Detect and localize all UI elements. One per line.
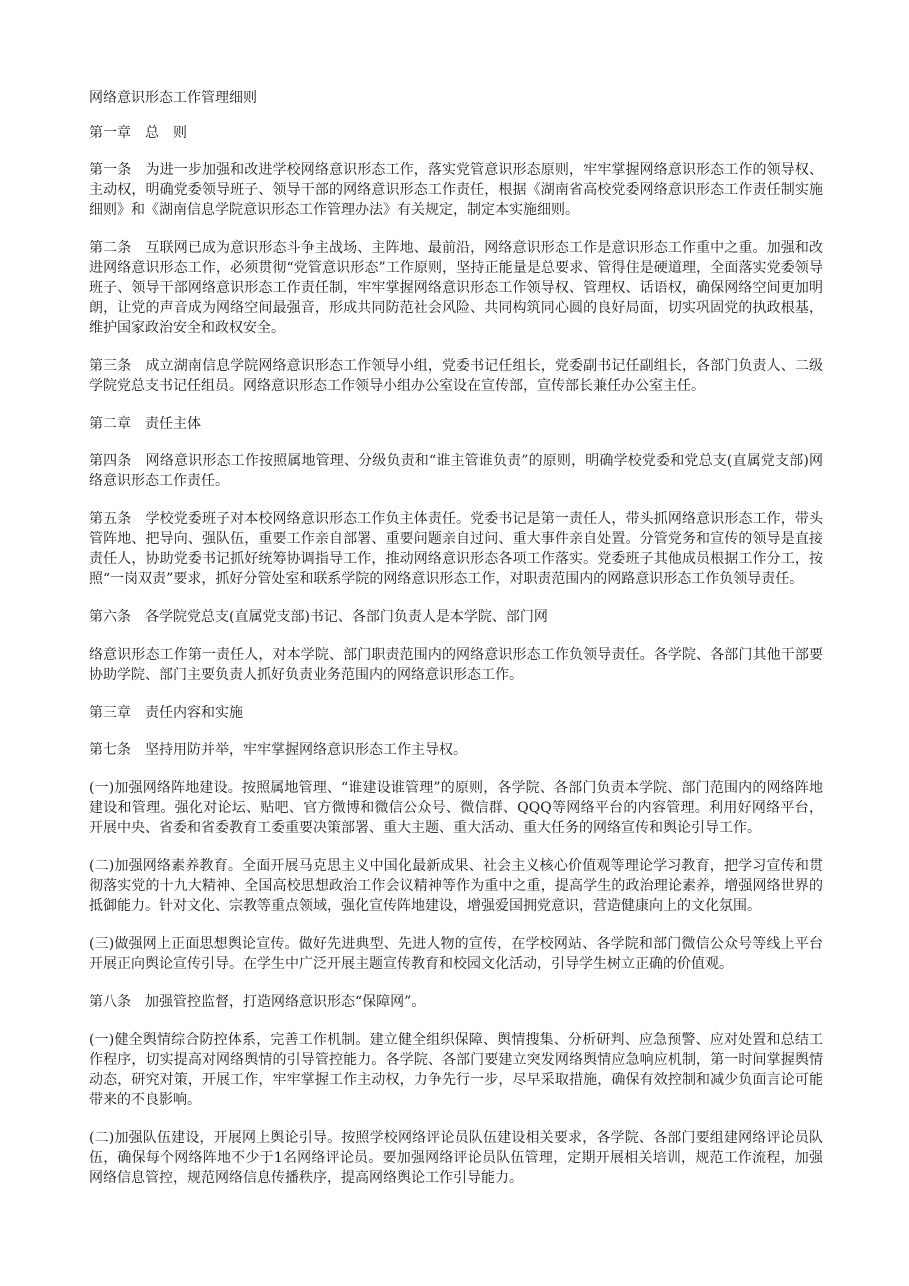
article-4: 第四条 网络意识形态工作按照属地管理、分级负责和“谁主管谁负责”的原则，明确学校党委和党总支(直属党支部)网络意识形态工作责任。: [89, 453, 823, 489]
article-8-item-1: (一)健全舆情综合防控体系，完善工作机制。建立健全组织保障、舆情搜集、分析研判、应急预警、应对处置和总结工作程序，切实提高对网络舆情的引导管控能力。各学院、各部门要建立突发网络舆情应急响应机制，第一时间掌握舆情动态，研究对策，开展工作，牢牢掌握工作主动权，力争先行一步，尽早采取措施，确保有效控制和减少负面言论可能带来的不良影响。: [89, 1032, 823, 1108]
article-5: 第五条 学校党委班子对本校网络意识形态工作负主体责任。党委书记是第一责任人，带头抓网络意识形态工作，带头管阵地、把导向、强队伍，重要工作亲自部署、重要问题亲自过问、重大事件亲自处置。分管党务和宣传的领导是直接责任人，协助党委书记抓好统筹协调指导工作，推动网络意识形态各项工作落实。党委班子其他成员根据工作分工，按照“一岗双责”要求，抓好分管处室和联系学院的网络意识形态工作，对职责范围内的网路意识形态工作负领导责任。: [89, 511, 823, 587]
article-8: 第八条 加强管控监督，打造网络意识形态“保障网”。: [89, 994, 426, 1010]
chapter-1-heading: 第一章 总 则: [89, 125, 187, 141]
article-2: 第二条 互联网已成为意识形态斗争主战场、主阵地、最前沿，网络意识形态工作是意识形态工作重中之重。加强和改进网络意识形态工作，必须贯彻“党管意识形态”工作原则，坚持正能量是总要求、管得住是硬道理，全面落实党委领导班子、领导干部网络意识形态工作责任制，牢牢掌握网络意识形态工作领导权、管理权、话语权，确保网络空间更加明朗，让党的声音成为网络空间最强音，形成共同防范社会风险、共同构筑同心圆的良好局面，切实巩固党的执政根基，维护国家政治安全和政权安全。: [89, 240, 823, 336]
chapter-3-heading: 第三章 责任内容和实施: [89, 705, 243, 721]
chapter-2-heading: 第二章 责任主体: [89, 416, 201, 432]
article-8-item-2: (二)加强队伍建设，开展网上舆论引导。按照学校网络评论员队伍建设相关要求，各学院、各部门要组建网络评论员队伍，确保每个网络阵地不少于1名网络评论员。要加强网络评论员队伍管理，定期开展相关培训，规范工作流程，加强网络信息管控，规范网络信息传播秩序，提高网络舆论工作引导能力。: [89, 1130, 823, 1186]
article-6-part-1: 第六条 各学院党总支(直属党支部)书记、各部门负责人是本学院、部门网: [89, 609, 548, 625]
article-7-item-1: (一)加强网络阵地建设。按照属地管理、“谁建设谁管理”的原则，各学院、各部门负责本学院、部门范围内的网络阵地建设和管理。强化对论坛、贴吧、官方微博和微信公众号、微信群、QQQ等网络平台的内容管理。利用好网络平台，开展中央、省委和省委教育工委重要决策部署、重大主题、重大活动、重大任务的网络宣传和舆论引导工作。: [89, 780, 823, 836]
article-7: 第七条 坚持用防并举，牢牢掌握网络意识形态工作主导权。: [89, 742, 467, 758]
article-7-item-2: (二)加强网络素养教育。全面开展马克思主义中国化最新成果、社会主义核心价值观等理论学习教育，把学习宣传和贯彻落实党的十九大精神、全国高校思想政治工作会议精神等作为重中之重，提高学生的政治理论素养，增强网络世界的抵御能力。针对文化、宗教等重点领域，强化宣传阵地建设，增强爱国拥党意识，营造健康向上的文化氛围。: [89, 858, 823, 914]
article-3: 第三条 成立湖南信息学院网络意识形态工作领导小组，党委书记任组长，党委副书记任副组长，各部门负责人、二级学院党总支书记任组员。网络意识形态工作领导小组办公室设在宣传部，宣传部长兼任办公室主任。: [89, 358, 823, 394]
article-6-part-2: 络意识形态工作第一责任人，对本学院、部门职责范围内的网络意识形态工作负领导责任。各学院、各部门其他干部要协助学院、部门主要负责人抓好负责业务范围内的网络意识形态工作。: [89, 647, 823, 683]
document-title: 网络意识形态工作管理细则: [89, 90, 257, 106]
article-7-item-3: (三)做强网上正面思想舆论宣传。做好先进典型、先进人物的宣传，在学校网站、各学院和部门微信公众号等线上平台开展正向舆论宣传引导。在学生中广泛开展主题宣传教育和校园文化活动，引导学生树立正确的价值观。: [89, 936, 823, 972]
article-1: 第一条 为进一步加强和改进学校网络意识形态工作，落实党管意识形态原则，牢牢掌握网络意识形态工作的领导权、主动权，明确党委领导班子、领导干部的网络意识形态工作责任，根据《湖南省高校党委网络意识形态工作责任制实施细则》和《湖南信息学院意识形态工作管理办法》有关规定，制定本实施细则。: [89, 162, 823, 218]
